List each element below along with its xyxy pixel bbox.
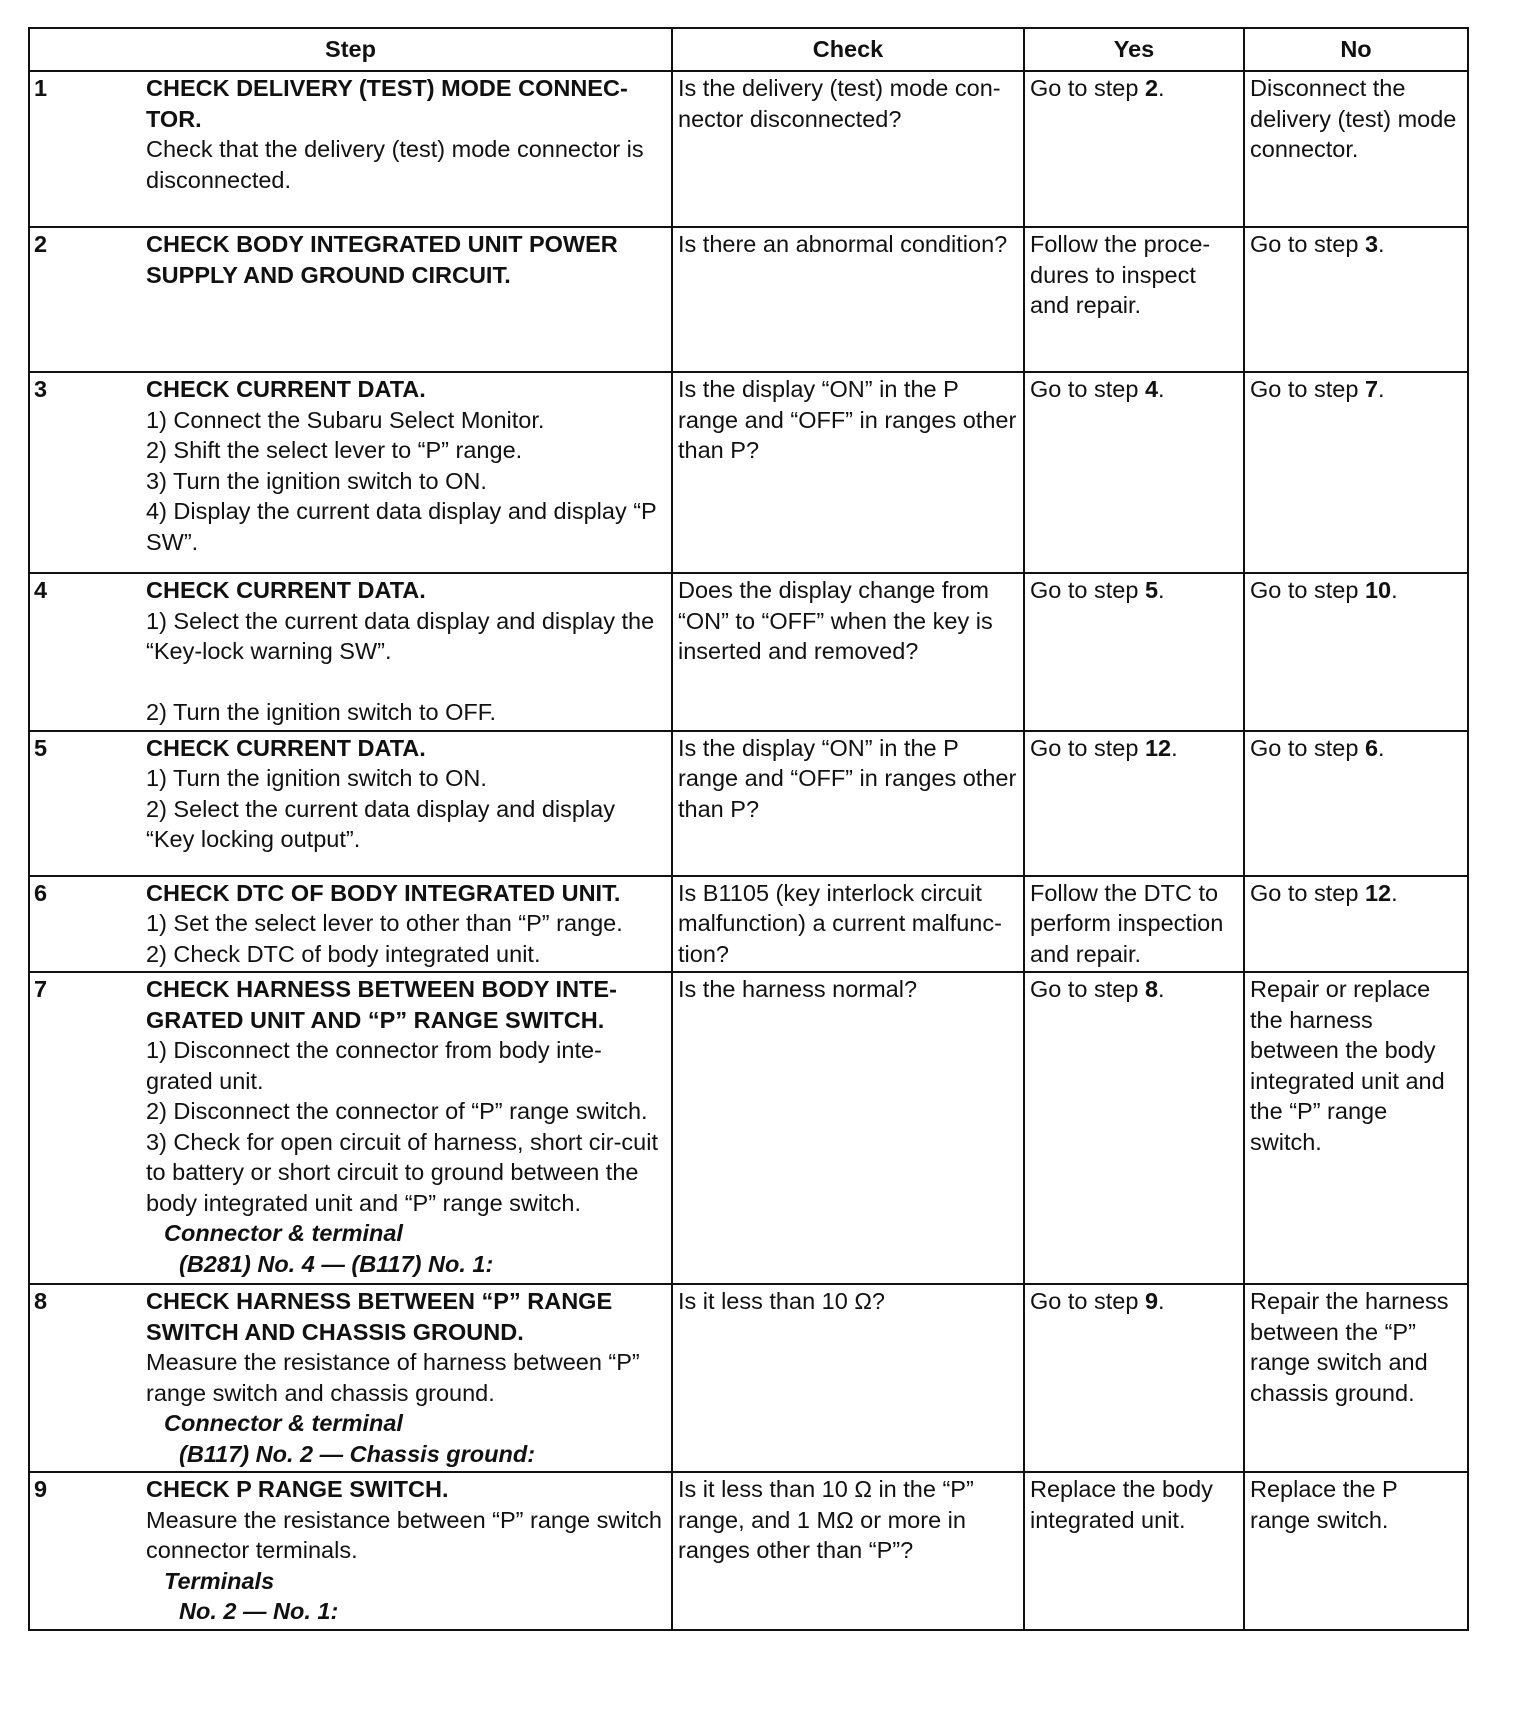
step-number: 2 — [29, 227, 144, 372]
yes-punct: . — [1158, 75, 1165, 101]
yes-text: Replace the body integrated unit. — [1030, 1476, 1213, 1533]
header-step: Step — [29, 28, 672, 71]
step-line: 3) Check for open circuit of harness, short cir-cuit to battery or short circuit to ground between the body integrated unit and “P” range switch. — [146, 1128, 658, 1216]
table-row — [29, 876, 1468, 973]
yes-text: Follow the proce-dures to inspect and repair. — [1030, 231, 1211, 318]
step-title: CHECK CURRENT DATA. — [146, 734, 426, 761]
step-line: 2) Disconnect the connector of “P” range switch. — [146, 1098, 648, 1124]
no-text: Go to step — [1250, 577, 1365, 603]
no-text: Repair or replace the harness between the body integrated unit and the “P” range switch. — [1250, 976, 1445, 1155]
yes-step-ref: 4 — [1144, 376, 1159, 402]
yes-step-ref: 12 — [1144, 734, 1172, 761]
connector-label: Terminals — [164, 1567, 275, 1594]
yes-text: Follow the DTC to perform inspection and repair. — [1030, 879, 1224, 967]
step-line: Measure the resistance of harness between “P” range switch and chassis ground. — [146, 1349, 640, 1406]
connector-label: Connector & terminal — [164, 1220, 403, 1246]
diagnostic-table — [28, 27, 1469, 1631]
yes-punct: . — [1158, 1288, 1165, 1314]
step-line: 1) Set the select lever to other than “P” range. — [146, 910, 623, 936]
table-row — [29, 372, 1468, 573]
yes-step-ref: 9 — [1144, 1288, 1159, 1314]
no-step-ref: 7 — [1364, 376, 1379, 402]
table-body — [29, 71, 1468, 1630]
step-description — [144, 972, 672, 1284]
step-title: CHECK CURRENT DATA. — [146, 577, 426, 603]
step-line — [146, 667, 667, 698]
step-description — [144, 1472, 672, 1630]
no-cell — [1244, 972, 1468, 1284]
check-cell: Is B1105 (key interlock circuit malfunction) a current malfunc-tion? — [672, 876, 1024, 973]
yes-text: Go to step — [1030, 976, 1145, 1002]
no-text: Repair the harness between the “P” range switch and chassis ground. — [1250, 1288, 1449, 1406]
step-line: 4) Display the current data display and display “P SW”. — [146, 498, 657, 555]
step-description — [144, 372, 672, 573]
table-row — [29, 71, 1468, 227]
step-description — [144, 573, 672, 731]
step-line: 1) Connect the Subaru Select Monitor. — [146, 406, 545, 433]
table-row — [29, 573, 1468, 731]
yes-step-ref: 2 — [1144, 75, 1159, 101]
step-title: CHECK HARNESS BETWEEN BODY INTE-GRATED UNIT AND “P” RANGE SWITCH. — [146, 976, 617, 1033]
yes-punct: . — [1158, 376, 1165, 402]
no-punct: . — [1378, 376, 1385, 402]
step-line: 1) Select the current data display and display the “Key-lock warning SW”. — [146, 607, 655, 664]
check-cell: Is it less than 10 Ω? — [672, 1284, 1024, 1472]
step-description — [144, 1284, 672, 1472]
step-line: 2) Select the current data display and display “Key locking output”. — [146, 795, 615, 852]
connector-value: (B117) No. 2 — Chassis ground: — [179, 1440, 536, 1467]
header-yes: Yes — [1024, 28, 1244, 71]
yes-cell — [1024, 227, 1244, 372]
no-cell — [1244, 573, 1468, 731]
check-cell: Is the harness normal? — [672, 972, 1024, 1284]
no-text: Go to step — [1250, 734, 1365, 761]
step-number: 4 — [29, 573, 144, 731]
connector-label: Connector & terminal — [164, 1410, 403, 1436]
check-cell: Is it less than 10 Ω in the “P” range, and 1 MΩ or more in ranges other than “P”? — [672, 1472, 1024, 1630]
no-text: Replace the P range switch. — [1250, 1476, 1398, 1533]
table-row — [29, 227, 1468, 372]
step-line: 3) Turn the ignition switch to ON. — [146, 467, 487, 494]
step-title: CHECK DTC OF BODY INTEGRATED UNIT. — [146, 879, 621, 906]
step-number: 5 — [29, 731, 144, 876]
step-title: CHECK BODY INTEGRATED UNIT POWER SUPPLY AND GROUND CIRCUIT. — [146, 231, 618, 288]
yes-cell — [1024, 1284, 1244, 1472]
header-row — [29, 28, 1468, 71]
yes-punct: . — [1171, 734, 1178, 761]
yes-cell — [1024, 573, 1244, 731]
check-cell: Is the display “ON” in the P range and “OFF” in ranges other than P? — [672, 372, 1024, 573]
header-check: Check — [672, 28, 1024, 71]
no-step-ref: 10 — [1364, 577, 1392, 603]
connector-value: No. 2 — No. 1: — [179, 1598, 339, 1624]
no-cell — [1244, 731, 1468, 876]
step-number: 7 — [29, 972, 144, 1284]
yes-punct: . — [1158, 577, 1165, 603]
no-cell — [1244, 1284, 1468, 1472]
table-row — [29, 1472, 1468, 1630]
yes-cell — [1024, 71, 1244, 227]
step-title: CHECK HARNESS BETWEEN “P” RANGE SWITCH AND CHASSIS GROUND. — [146, 1288, 613, 1345]
no-text: Disconnect the delivery (test) mode connector. — [1250, 75, 1457, 162]
header-no: No — [1244, 28, 1468, 71]
no-text: Go to step — [1250, 879, 1365, 906]
table-row — [29, 731, 1468, 876]
table-row — [29, 972, 1468, 1284]
check-cell: Is the display “ON” in the P range and “OFF” in ranges other than P? — [672, 731, 1024, 876]
step-line: 2) Check DTC of body integrated unit. — [146, 940, 541, 967]
yes-text: Go to step — [1030, 734, 1145, 761]
step-description — [144, 876, 672, 973]
check-cell: Is there an abnormal condition? — [672, 227, 1024, 372]
no-text: Go to step — [1250, 231, 1365, 257]
step-number: 8 — [29, 1284, 144, 1472]
yes-text: Go to step — [1030, 1288, 1145, 1314]
no-cell — [1244, 1472, 1468, 1630]
table-row — [29, 1284, 1468, 1472]
step-number: 6 — [29, 876, 144, 973]
yes-cell — [1024, 731, 1244, 876]
no-punct: . — [1391, 577, 1398, 603]
yes-text: Go to step — [1030, 75, 1145, 101]
step-description — [144, 71, 672, 227]
yes-step-ref: 5 — [1144, 577, 1159, 603]
step-line: Measure the resistance between “P” range switch connector terminals. — [146, 1506, 662, 1563]
no-step-ref: 12 — [1364, 879, 1392, 906]
step-number: 1 — [29, 71, 144, 227]
yes-text: Go to step — [1030, 376, 1145, 402]
no-step-ref: 3 — [1364, 231, 1379, 257]
step-title: CHECK CURRENT DATA. — [146, 376, 426, 402]
no-cell — [1244, 71, 1468, 227]
no-cell — [1244, 876, 1468, 973]
check-cell: Is the delivery (test) mode con-nector disconnected? — [672, 71, 1024, 227]
no-cell — [1244, 227, 1468, 372]
yes-cell — [1024, 972, 1244, 1284]
step-description — [144, 731, 672, 876]
yes-text: Go to step — [1030, 577, 1145, 603]
no-step-ref: 6 — [1364, 734, 1379, 761]
no-punct: . — [1378, 734, 1385, 761]
step-number: 3 — [29, 372, 144, 573]
step-line: 1) Turn the ignition switch to ON. — [146, 765, 487, 791]
connector-value: (B281) No. 4 — (B117) No. 1: — [179, 1250, 494, 1277]
step-line: 2) Shift the select lever to “P” range. — [146, 437, 523, 463]
step-line: Check that the delivery (test) mode connector is disconnected. — [146, 136, 644, 193]
no-cell — [1244, 372, 1468, 573]
yes-cell — [1024, 1472, 1244, 1630]
no-punct: . — [1378, 231, 1385, 257]
no-punct: . — [1391, 879, 1398, 906]
yes-step-ref: 8 — [1144, 976, 1159, 1002]
check-cell: Does the display change from “ON” to “OFF” when the key is inserted and removed? — [672, 573, 1024, 731]
yes-cell — [1024, 876, 1244, 973]
yes-punct: . — [1158, 976, 1165, 1002]
step-number: 9 — [29, 1472, 144, 1630]
step-title: CHECK P RANGE SWITCH. — [146, 1476, 449, 1502]
step-description — [144, 227, 672, 372]
step-line: 1) Disconnect the connector from body inte-grated unit. — [146, 1037, 602, 1094]
step-line: 2) Turn the ignition switch to OFF. — [146, 699, 497, 725]
yes-cell — [1024, 372, 1244, 573]
no-text: Go to step — [1250, 376, 1365, 402]
step-title: CHECK DELIVERY (TEST) MODE CONNEC-TOR. — [146, 75, 628, 132]
